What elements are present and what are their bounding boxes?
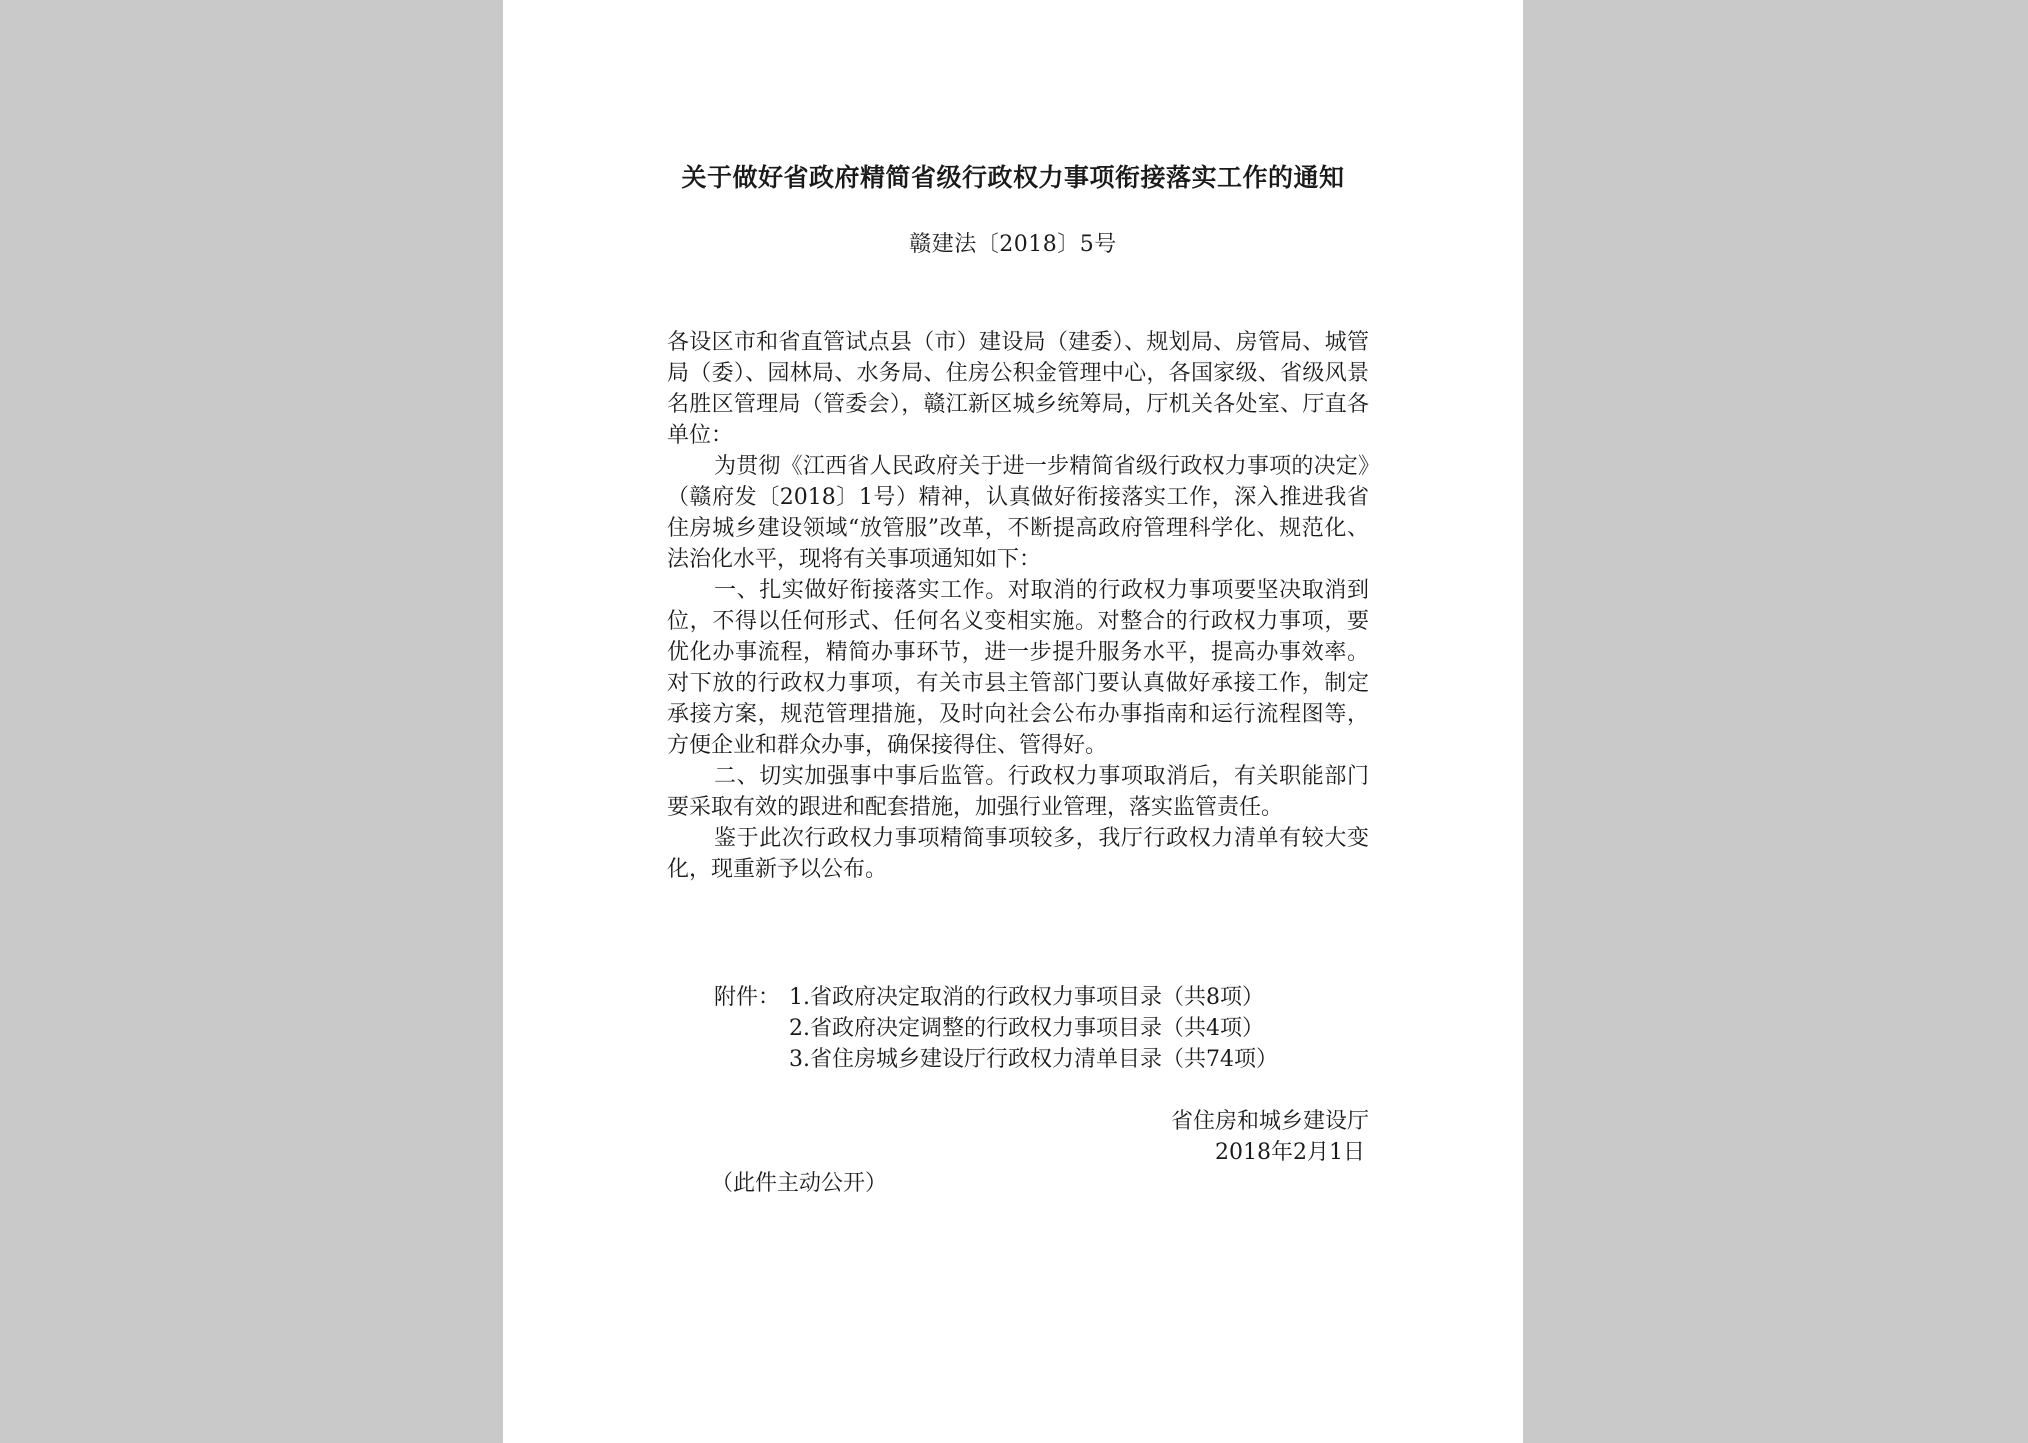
attachment-item [714,982,1354,1013]
signature-organization: 省住房和城乡建设厅 [1170,1109,1369,1134]
paragraph-section-1: 一、扎实做好衔接落实工作。对取消的行政权力事项要坚决取消到位，不得以任何形式、任何名义变相实施。对整合的行政权力事项，要优化办事流程，精简办事环节，进一步提升服务水平，提高办事效率。对下放的行政权力事项，有关市县主管部门要认真做好承接工作，制定承接方案，规范管理措施，及时向社会公布办事指南和运行流程图等，方便企业和群众办事，确保接得住、管得好。 [667,578,1369,758]
attachment-item [714,1013,1354,1044]
attachments-label: 附件： [714,985,781,1010]
paragraph-section-2: 二、切实加强事中事后监管。行政权力事项取消后，有关职能部门要采取有效的跟进和配套措施，加强行业管理，落实监管责任。 [667,764,1369,820]
document-body [667,327,1369,885]
document-number: 赣建法〔2018〕5号 [909,232,1117,257]
attachment-text: 3.省住房城乡建设厅行政权力清单目录（共74项） [789,1047,1278,1072]
paragraph-conclusion: 鉴于此次行政权力事项精简事项较多，我厅行政权力清单有较大变化，现重新予以公布。 [667,826,1369,882]
attachments-list [714,982,1354,1075]
paragraph-intro: 为贯彻《江西省人民政府关于进一步精简省级行政权力事项的决定》（赣府发〔2018〕1号）精神，认真做好衔接落实工作，深入推进我省住房城乡建设领域“放管服”改革，不断提高政府管理科学化、规范化、法治化水平，现将有关事项通知如下： [667,454,1369,572]
attachment-text: 1.省政府决定取消的行政权力事项目录（共8项） [789,985,1264,1010]
addressee: 各设区市和省直管试点县（市）建设局（建委）、规划局、房管局、城管局（委）、园林局、水务局、住房公积金管理中心，各国家级、省级风景名胜区管理局（管委会），赣江新区城乡统筹局，厅机关各处室、厅直各单位： [667,330,1369,448]
document-title: 关于做好省政府精简省级行政权力事项衔接落实工作的通知 [681,163,1345,192]
attachment-text: 2.省政府决定调整的行政权力事项目录（共4项） [789,1016,1264,1041]
signature-date: 2018年2月1日 [1215,1140,1365,1165]
public-disclosure-note: （此件主动公开） [711,1171,888,1196]
attachment-item [714,1044,1354,1075]
document-page [503,0,1523,1443]
